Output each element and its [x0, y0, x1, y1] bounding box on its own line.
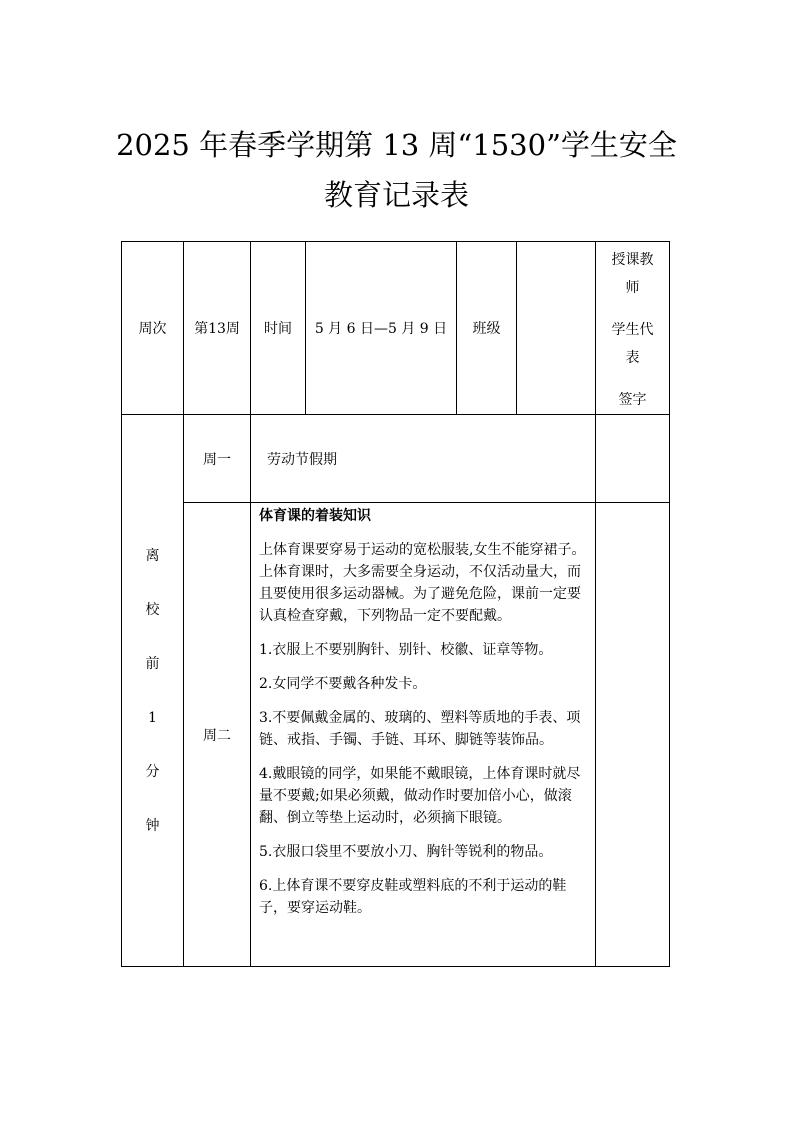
- content-paragraph: 4.戴眼镜的同学，如果能不戴眼镜，上体育课时就尽量不要戴;如果必须戴，做动作时要加倍小心，做滚翻、倒立等垫上运动时，必须摘下眼镜。: [259, 766, 581, 826]
- week-label: 周次: [122, 242, 184, 415]
- day-tuesday: 周二: [184, 503, 251, 967]
- header-row: [122, 242, 670, 415]
- time-value: 5 月 6 日—5 月 9 日: [306, 242, 457, 415]
- section-char: 1: [148, 709, 157, 726]
- content-paragraph: 1.衣服上不要别胸针、别针、校徽、证章等物。: [259, 642, 553, 658]
- content-heading: 体育课的着装知识: [259, 508, 371, 524]
- signature-line-sign: 签字: [618, 392, 647, 408]
- signature-line-teacher-2: 师: [625, 280, 640, 296]
- content-paragraph: 上体育课要穿易于运动的宽松服装,女生不能穿裙子。上体育课时，大多需要全身运动，不仅活动量大，而且要使用很多运动器械。为了避免危险，课前一定要认真检查穿戴，下列物品一定不要配戴。: [259, 542, 586, 624]
- safety-record-table: [121, 241, 670, 967]
- content-paragraph: 6.上体育课不要穿皮鞋或塑料底的不利于运动的鞋子，要穿运动鞋。: [259, 878, 567, 916]
- section-char: 前: [145, 655, 160, 672]
- signature-header: [596, 242, 670, 415]
- signature-line-student-2: 表: [625, 350, 640, 366]
- signature-line-student-1: 学生代: [611, 322, 654, 338]
- document-title-line1: 2025 年春季学期第 13 周“1530”学生安全: [116, 128, 677, 162]
- content-paragraph: 2.女同学不要戴各种发卡。: [259, 676, 427, 692]
- monday-content: 劳动节假期: [251, 415, 596, 503]
- section-label-vertical: [122, 415, 184, 967]
- content-paragraph: 3.不要佩戴金属的、玻璃的、塑料等质地的手表、项链、戒指、手镯、手链、耳环、脚链等装饰品。: [259, 710, 581, 748]
- section-char: 离: [145, 547, 160, 564]
- monday-row: [122, 415, 670, 503]
- signature-line-teacher-1: 授课教: [611, 252, 654, 268]
- document-title-line2: 教育记录表: [323, 178, 469, 212]
- section-char: 分: [145, 763, 160, 780]
- time-label: 时间: [251, 242, 306, 415]
- tuesday-content: [251, 503, 596, 967]
- day-monday: 周一: [184, 415, 251, 503]
- week-value: 第13周: [184, 242, 251, 415]
- section-char: 校: [145, 601, 160, 618]
- monday-signature-cell: [596, 415, 670, 503]
- section-char: 钟: [145, 817, 160, 834]
- tuesday-signature-cell: [596, 503, 670, 967]
- class-value: [517, 242, 596, 415]
- tuesday-row: [122, 503, 670, 967]
- class-label: 班级: [457, 242, 517, 415]
- content-paragraph: 5.衣服口袋里不要放小刀、胸针等锐利的物品。: [259, 844, 553, 860]
